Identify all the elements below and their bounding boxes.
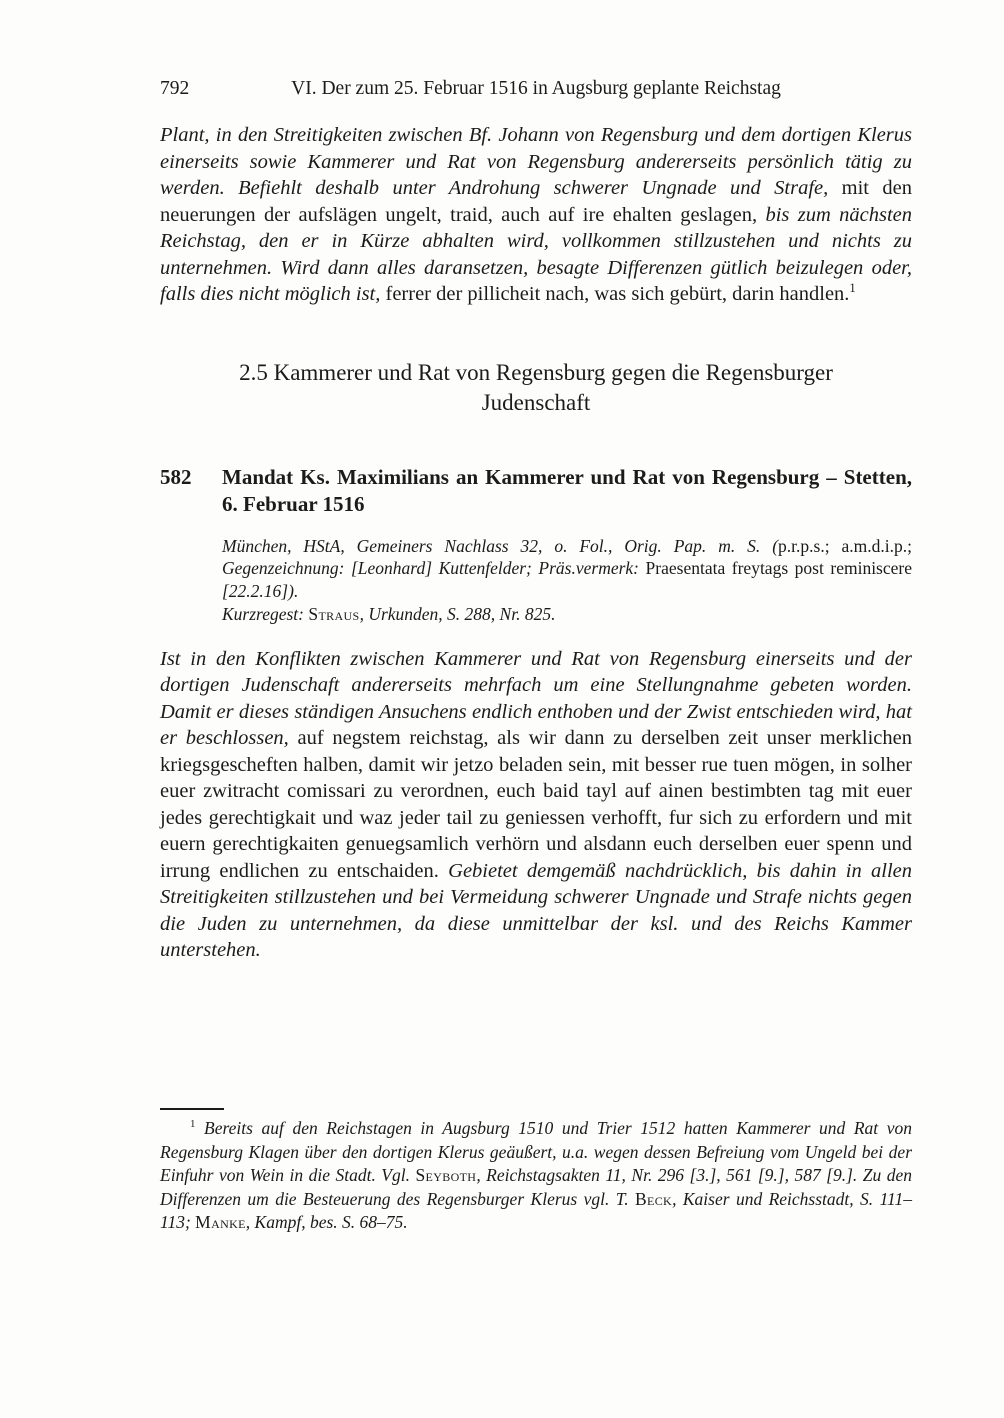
entry-body-paragraph: Ist in den Konflikten zwischen Kammerer und Rat von Regensburg einerseits und der dortigen Judenschaft andererseits mehrfach um eine Stellungnahme gebeten worden. Damit er dieses ständigen Ansuchens endlich enthoben und der Zwist entschieden wird, hat er beschlossen, auf negstem reichstag, als wir dann zu derselben zeit unser merklichen kriegsgescheften halben, damit wir jetzo beladen sein, mit besser rue tuen mögen, in solher euer zwitracht comissari zu verordnen, euch baid tayl auf ainen bestimbten tag mit euer jedes gerechtigkait und waz jeder tail zu geniessen verhofft, fur sich zu erfordern und mit euern gerechtigkaiten genuegsamlich verhörn und alsdann euch derselben euer spenn und irrung endlichen zu entschaiden. Gebietet demgemäß nachdrücklich, bis dahin in allen Streitigkeiten stillzustehen und bei Vermeidung schwerer Ungnade und Strafe nichts gegen die Juden zu unternehmen, da diese unmittelbar der ksl. und des Reichs Kammer unterstehen. xyxy=(160,647,912,962)
footnote-rule xyxy=(160,1108,224,1110)
archival-reference: München, HStA, Gemeiners Nachlass 32, o. Fol., Orig. Pap. m. S. (p.r.p.s.; a.m.d.i.p.; Gegenzeichnung: [Leonhard] Kuttenfelder; Präs.vermerk: Praesentata freytags post reminiscere [22.2.16]). xyxy=(222,535,912,602)
intro-regest-paragraph: Plant, in den Streitigkeiten zwischen Bf. Johann von Regensburg und dem dortigen Klerus einerseits sowie Kammerer und Rat von Regensburg andererseits persönlich tätig zu werden. Befiehlt deshalb unter Androhung schwerer Ungnade und Strafe, mit den neuerungen der aufslägen ungelt, traid, auch auf ire ehalten geslagen, bis zum nächsten Reichstag, den er in Kürze abhalten wird, vollkommen stillzustehen und nichts zu unternehmen. Wird dann alles daransetzen, besagte Differenzen gütlich beizulegen oder, falls dies nicht möglich ist, ferrer der pillicheit nach, was sich gebürt, darin handlen.$^1$ xyxy=(160,124,913,305)
kurzregest-line: Kurzregest: Straus, Urkunden, S. 288, Nr. 825. xyxy=(222,603,556,624)
page-number: 792 xyxy=(160,78,190,99)
footnote-1: $^1$ Bereits auf den Reichstagen in Augsburg 1510 und Trier 1512 hatten Kammerer und Rat von Regensburg Klagen über den dortigen Klerus geäußert, u.a. wegen dessen Befreiung vom Ungeld bei der Einfuhr von Wein in die Stadt. Vgl. Seyboth, Reichstagsakten 11, Nr. 296 [3.], 561 [9.], 587 [9.]. Zu den Differenzen um die Besteuerung des Regensburger Klerus vgl. T. Beck, Kaiser und Reichsstadt, S. 111–113; Manke, Kampf, bes. S. 68–75. xyxy=(160,1118,913,1233)
entry-title: Mandat Ks. Maximilians an Kammerer und Rat von Regensburg – Stetten, 6. Februar 1516 xyxy=(222,464,912,516)
running-head xyxy=(160,76,912,102)
footnote-area xyxy=(160,1108,912,1235)
entry-number: 582 xyxy=(160,464,192,489)
entry-heading xyxy=(160,464,912,518)
running-title: VI. Der zum 25. Februar 1516 in Augsburg geplante Reichstag xyxy=(291,78,781,99)
source-block xyxy=(160,535,912,626)
section-heading: 2.5 Kammerer und Rat von Regensburg gegen die Regensburger Judenschaft xyxy=(239,359,833,415)
